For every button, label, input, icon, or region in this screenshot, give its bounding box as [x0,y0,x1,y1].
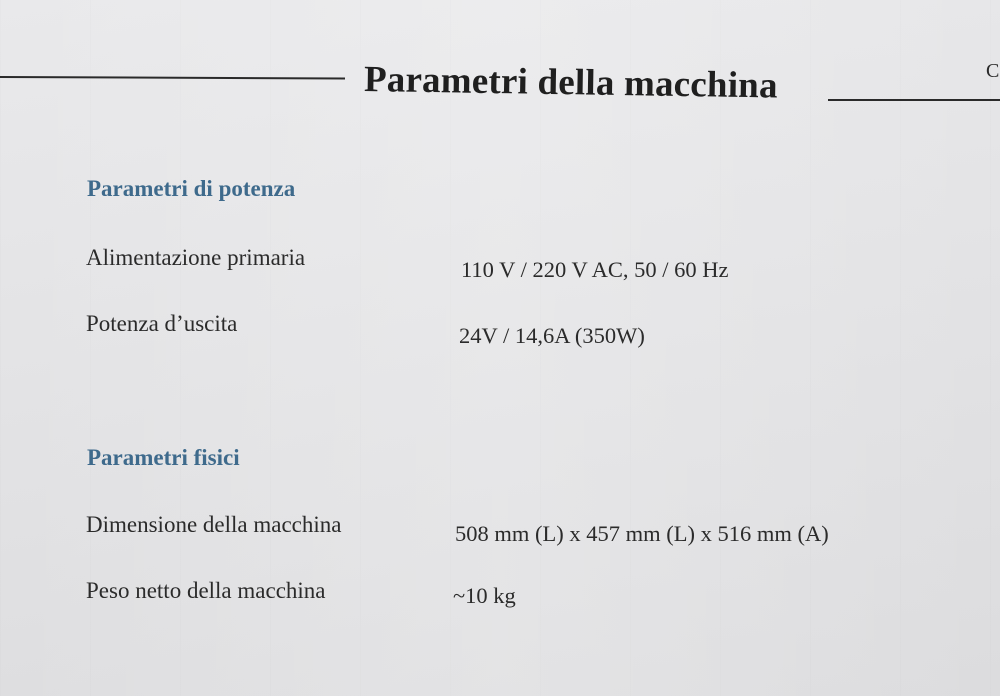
label-net-weight: Peso netto della macchina [86,578,326,603]
label-machine-dimensions: Dimensione della macchina [86,512,342,537]
page-title: Parametri della macchina [363,59,779,107]
label-primary-supply: Alimentazione primaria [86,245,306,270]
value-output-power: 24V / 14,6A (350W) [459,323,645,348]
value-machine-dimensions: 508 mm (L) x 457 mm (L) x 516 mm (A) [455,521,829,546]
title-rule-right [828,99,1000,101]
label-output-power: Potenza d’uscita [86,311,238,336]
section-heading-power: Parametri di potenza [87,176,296,201]
section-heading-physical: Parametri fisici [87,445,240,470]
value-primary-supply: 110 V / 220 V AC, 50 / 60 Hz [461,257,729,282]
title-rule-left [0,76,345,80]
corner-mark: C [986,60,1000,82]
value-net-weight: ~10 kg [453,583,516,608]
